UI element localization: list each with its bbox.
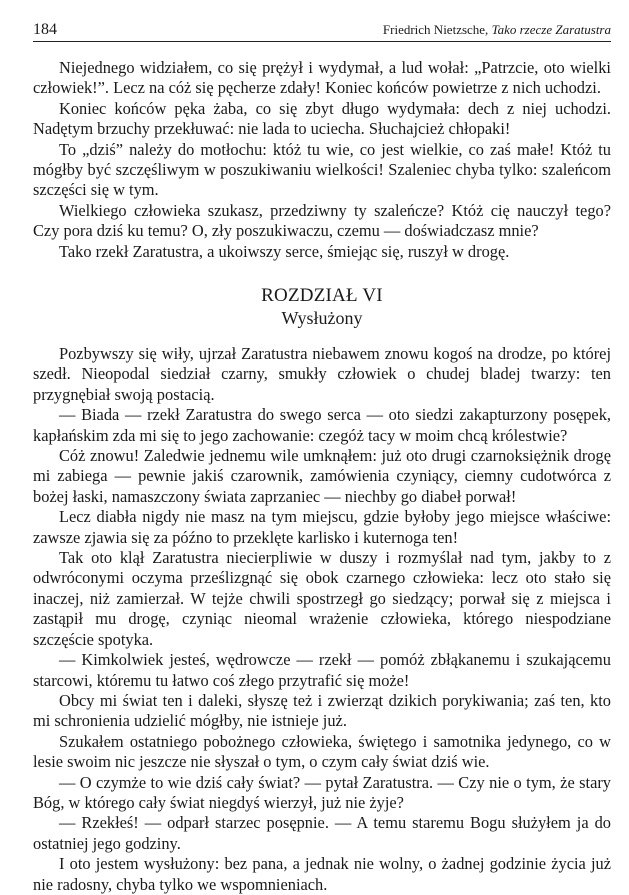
paragraph: Lecz diabła nigdy nie masz na tym miejscu, gdzie byłoby jego miejsce właściwe: zawsze zjawia się za późno to przeklęte karlisko i kuternoga ten! — [33, 507, 611, 547]
running-title — [383, 22, 611, 41]
author-name: Friedrich Nietzsche, — [382, 22, 492, 37]
paragraph: Obcy mi świat ten i daleki, słyszę też i zwierząt dzikich porykiwania; zaś ten, kto mi schronienia udzielić mógłby, nie istnieje już. — [33, 690, 611, 731]
chapter-heading — [33, 285, 611, 329]
paragraph: — Biada — rzekł Zaratustra do swego serca — oto siedzi zakapturzony posępek, kapłańskim zda mi się to jego zachowanie: czegóż tacy w moim chcą królestwie? — [33, 405, 611, 445]
paragraph: Tak oto klął Zaratustra niecierpliwie w duszy i rozmyślał nad tym, jakby to z odwróconymi oczyma prześlizgnąć się obok czarnego człowieka: lecz oto stało się inaczej, niż zamierzał. W tejże chwili spostrzegł go siedzący; porwał się z miejsca i zastąpił mu drogę, czyniąc nieomal wrażenie człowieka, którego niespodziane szczęście spotyka. — [33, 548, 611, 649]
paragraph: — Rzekłeś! — odparł starzec posępnie. — A temu staremu Bogu służyłem ja do ostatniej jego godziny. — [33, 813, 611, 853]
chapter-title: ROZDZIAŁ VI — [261, 285, 383, 306]
running-header — [33, 20, 611, 42]
paragraph: — O czymże to wie dziś cały świat? — pytał Zaratustra. — Czy nie o tym, że stary Bóg, w którego cały świat niegdyś wierzył, już nie żyje? — [33, 772, 611, 812]
paragraph: Cóż znowu! Zaledwie jednemu wile umknąłem: już oto drugi czarnoksiężnik drogę mi zabiega — pewnie jakiś czarownik, zamówienia czyniący, ciemny cudotwórca z bożej łaski, namaszczony świata zaprzaniec — niechby go diabeł porwał! — [33, 446, 611, 506]
chapter-body — [33, 344, 611, 895]
paragraph: Tako rzekł Zaratustra, a ukoiwszy serce, śmiejąc się, ruszył w drogę. — [59, 241, 510, 261]
paragraph: Szukałem ostatniego pobożnego człowieka, świętego i samotnika jedynego, co w lesie swoim nic jeszcze nie słyszał o tym, o czym cały świat dziś wie. — [33, 731, 611, 772]
paragraph: — Kimkolwiek jesteś, wędrowcze — rzekł — pomóż zbłąkanemu i szukającemu starcowi, któremu tu łatwo coś złego przytrafić się może! — [33, 650, 611, 690]
page-number: 184 — [33, 21, 57, 38]
chapter-subtitle: Wysłużony — [281, 308, 363, 328]
paragraph: I oto jestem wysłużony: bez pana, a jednak nie wolny, o żadnej godzinie życia już nie radosny, chyba tylko we wspomnieniach. — [33, 854, 611, 894]
paragraph: Pozbywszy się wiły, ujrzał Zaratustra niebawem znowu kogoś na drodze, po której szedł. Nieopodal siedział czarny, smukły człowiek o chudej bladej twarzy: ten przygnębiał swoją postacią. — [33, 344, 611, 404]
paragraph: To „dziś” należy do motłochu: któż tu wie, co jest wielkie, co zaś małe! Któż tu mógłby być szczęśliwym w poszukiwaniu wielkości! Szaleniec chyba tylko: szaleńcom szczęści się w tym. — [33, 139, 611, 200]
paragraph: Niejednego widziałem, co się prężył i wydymał, a lud wołał: „Patrzcie, oto wielki człowiek!”. Lecz na cóż się pęcherze zdały! Koniec końców powietrze z nich uchodzi. — [33, 58, 611, 98]
paragraph: Wielkiego człowieka szukasz, przedziwny ty szaleńcze? Któż cię nauczył tego? Czy pora dziś ku temu? O, zły poszukiwaczu, czemu — doświadczasz mnie? — [33, 200, 611, 241]
previous-chapter-ending — [33, 58, 611, 262]
book-title: Tako rzecze Zaratustra — [491, 22, 611, 37]
paragraph: Koniec końców pęka żaba, co się zbyt długo wydymała: dech z niej uchodzi. Nadętym brzuchy przekłuwać: nie lada to uciecha. Słuchajcież chłopaki! — [33, 98, 611, 139]
